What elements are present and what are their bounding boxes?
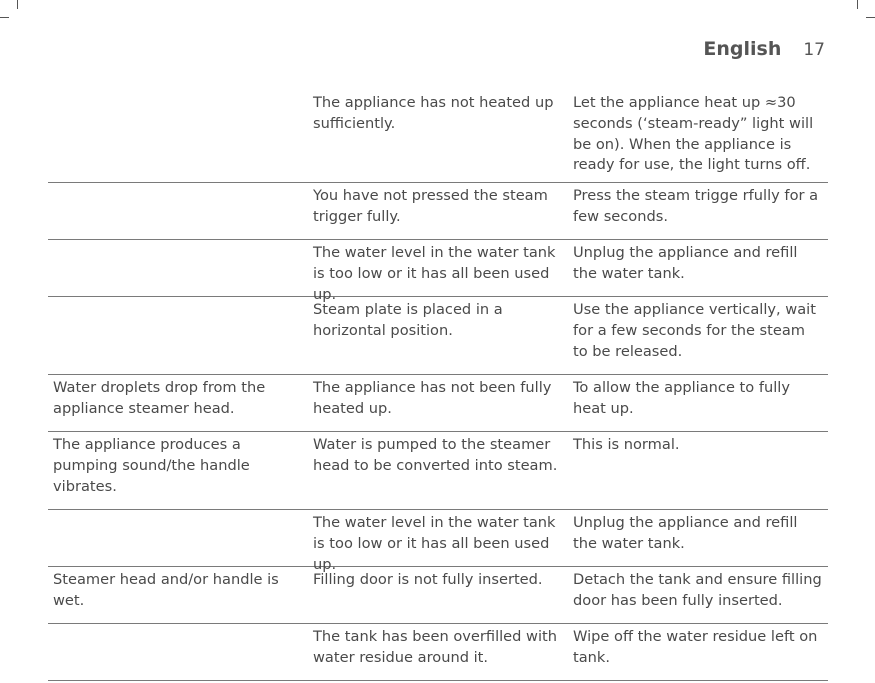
table-row	[48, 567, 828, 624]
problem-cell: Steamer head and/or handle is wet.	[53, 571, 279, 609]
problem-cell	[48, 240, 313, 296]
solution-cell: Press the steam trigge rfully for a few seconds.	[573, 187, 819, 225]
problem-cell	[48, 510, 313, 566]
troubleshooting-table	[48, 90, 828, 681]
page-number: 17	[803, 40, 825, 60]
table-row	[48, 297, 828, 375]
solution-cell: To allow the appliance to fully heat up.	[573, 379, 790, 417]
problem-cell	[48, 183, 313, 239]
solution-cell: Let the appliance heat up ≈30 seconds (‘steam-ready” light will be on). When the appliance is ready for use, the light turns off.	[573, 94, 814, 174]
cause-cell: Water is pumped to the steamer head to be converted into steam.	[313, 436, 558, 474]
solution-cell: Unplug the appliance and refill the water tank.	[573, 514, 798, 552]
table-row	[48, 375, 828, 432]
solution-cell: Unplug the appliance and refill the water tank.	[573, 244, 798, 282]
crop-mark-top-right-vertical	[857, 0, 858, 9]
cause-cell: The water level in the water tank is too low or it has all been used up.	[313, 514, 556, 573]
table-row	[48, 510, 828, 573]
table-row	[48, 432, 828, 510]
cause-cell: The tank has been overfilled with water residue around it.	[313, 628, 558, 666]
solution-cell: Use the appliance vertically, wait for a few seconds for the steam to be released.	[573, 301, 816, 360]
solution-cell: Wipe off the water residue left on tank.	[573, 628, 818, 666]
cause-cell: You have not pressed the steam trigger fully.	[313, 187, 548, 225]
solution-cell: This is normal.	[573, 436, 680, 453]
language-label: English	[703, 38, 782, 60]
table-row	[48, 240, 828, 303]
table-row	[48, 183, 828, 240]
problem-cell	[48, 90, 313, 182]
cause-cell: The appliance has not heated up sufficiently.	[313, 94, 554, 132]
problem-cell	[48, 624, 313, 680]
table-row	[48, 624, 828, 681]
cause-cell: The water level in the water tank is too low or it has all been used up.	[313, 244, 556, 303]
table-row	[48, 90, 828, 183]
solution-cell: Detach the tank and ensure filling door has been fully inserted.	[573, 571, 822, 609]
crop-mark-top-right-horizontal	[866, 17, 875, 18]
crop-mark-top-left-vertical	[17, 0, 18, 9]
problem-cell: The appliance produces a pumping sound/the handle vibrates.	[53, 436, 250, 495]
problem-cell: Water droplets drop from the appliance steamer head.	[53, 379, 266, 417]
problem-cell	[48, 297, 313, 374]
crop-mark-top-left-horizontal	[0, 17, 9, 18]
cause-cell: Filling door is not fully inserted.	[313, 571, 543, 588]
cause-cell: The appliance has not been fully heated up.	[313, 379, 552, 417]
cause-cell: Steam plate is placed in a horizontal position.	[313, 301, 503, 339]
page-header	[703, 38, 825, 60]
